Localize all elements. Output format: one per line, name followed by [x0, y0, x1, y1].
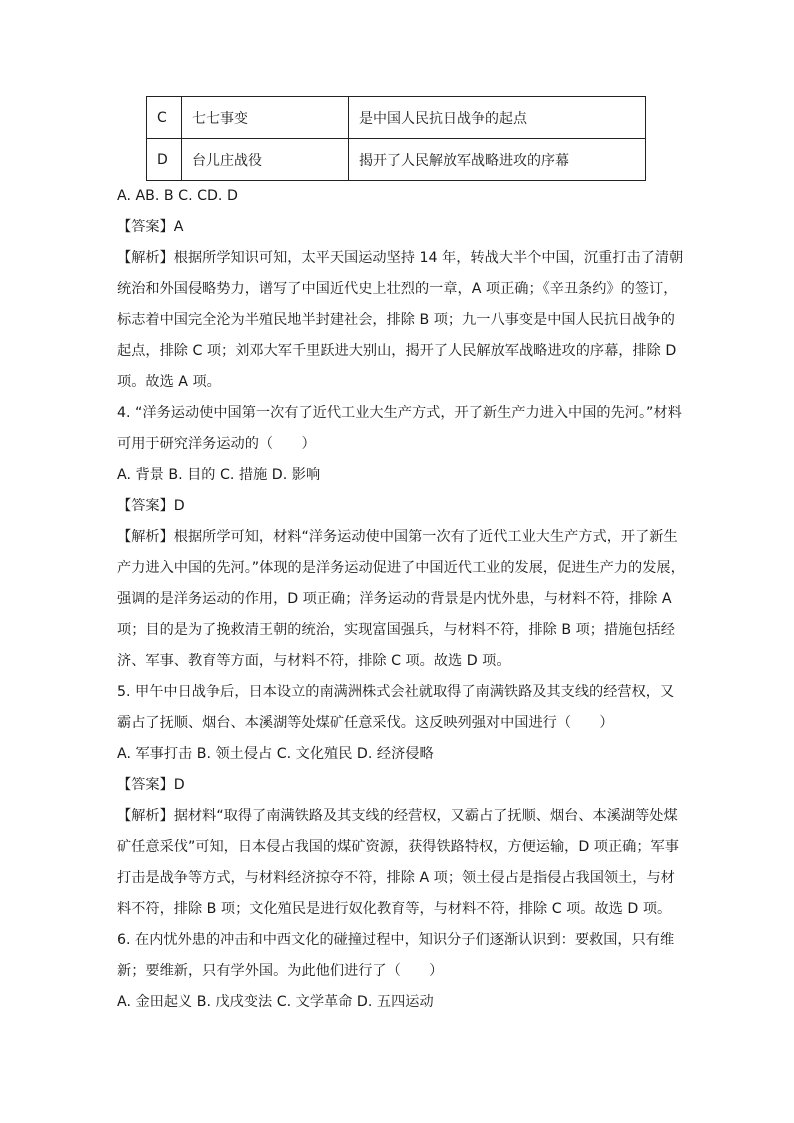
option-event: 七七事变: [182, 97, 349, 139]
text-line: 打击是战争等方式，与材料经济掠夺不符，排除 A 项；领土侵占是指侵占我国领土，与材: [117, 870, 675, 886]
text-line: A. 金田起义 B. 戊戌变法 C. 文学革命 D. 五四运动: [117, 994, 434, 1010]
text-line: 【答案】A: [117, 219, 184, 235]
text-line: 项。故选 A 项。: [117, 374, 221, 390]
text-line: 5. 甲午中日战争后，日本设立的南满洲株式会社就取得了南满铁路及其支线的经营权，又: [117, 684, 675, 700]
text-line: 【答案】D: [117, 498, 185, 514]
table-row: [147, 97, 646, 139]
text-line: 【解析】根据所学可知，材料“洋务运动使中国第一次有了近代工业大生产方式，开了新生: [117, 529, 678, 545]
text-line: 标志着中国完全沦为半殖民地半封建社会，排除 B 项；九一八事变是中国人民抗日战争的: [117, 312, 675, 328]
text-line: 统治和外国侵略势力，谱写了中国近代史上壮烈的一章，A 项正确；《辛丑条约》的签订，: [117, 281, 678, 297]
text-line: 起点，排除 C 项；刘邓大军千里跃进大别山，揭开了人民解放军战略进攻的序幕，排除 D: [117, 343, 677, 359]
option-event: 台儿庄战役: [182, 139, 349, 181]
text-line: 6. 在内忧外患的冲击和中西文化的碰撞过程中，知识分子们逐渐认识到：要救国，只有维: [117, 932, 675, 948]
text-line: A. 军事打击 B. 领土侵占 C. 文化殖民 D. 经济侵略: [117, 746, 434, 762]
text-line: 【解析】据材料“取得了南满铁路及其支线的经营权，又霸占了抚顺、烟台、本溪湖等处煤: [117, 808, 678, 824]
option-letter: D: [147, 139, 182, 181]
text-line: 【答案】D: [117, 777, 185, 793]
text-line: 项；目的是为了挽救清王朝的统治，实现富国强兵，与材料不符，排除 B 项；措施包括经: [117, 622, 675, 638]
body-text: [117, 181, 685, 1018]
text-line: 料不符，排除 B 项；文化殖民是进行奴化教育等，与材料不符，排除 C 项。故选 D 项。: [117, 901, 672, 917]
text-line: 霸占了抚顺、烟台、本溪湖等处煤矿任意采伐。这反映列强对中国进行（ ）: [117, 715, 614, 731]
text-line: 【解析】根据所学知识可知，太平天国运动坚持 14 年，转战大半个中国，沉重打击了清朝: [117, 250, 684, 266]
text-line: 矿任意采伐”可知，日本侵占我国的煤矿资源，获得铁路特权，方便运输，D 项正确；军事: [117, 839, 679, 855]
options-table: [146, 96, 646, 181]
text-line: A. 背景 B. 目的 C. 措施 D. 影响: [117, 467, 321, 483]
text-line: 济、军事、教育等方面，与材料不符，排除 C 项。故选 D 项。: [117, 653, 511, 669]
text-line: A. AB. B C. CD. D: [117, 188, 238, 204]
table-row: [147, 139, 646, 181]
text-line: 新；要维新，只有学外国。为此他们进行了（ ）: [117, 963, 444, 979]
option-letter: C: [147, 97, 182, 139]
text-line: 产力进入中国的先河。”体现的是洋务运动促进了中国近代工业的发展，促进生产力的发展，: [117, 560, 685, 576]
text-line: 4. “洋务运动使中国第一次有了近代工业大生产方式，开了新生产力进入中国的先河。”材料: [117, 405, 682, 421]
text-line: 强调的是洋务运动的作用，D 项正确；洋务运动的背景是内忧外患，与材料不符，排除 A: [117, 591, 672, 607]
option-meaning: 揭开了人民解放军战略进攻的序幕: [349, 139, 646, 181]
text-line: 可用于研究洋务运动的（ ）: [117, 436, 316, 452]
option-meaning: 是中国人民抗日战争的起点: [349, 97, 646, 139]
